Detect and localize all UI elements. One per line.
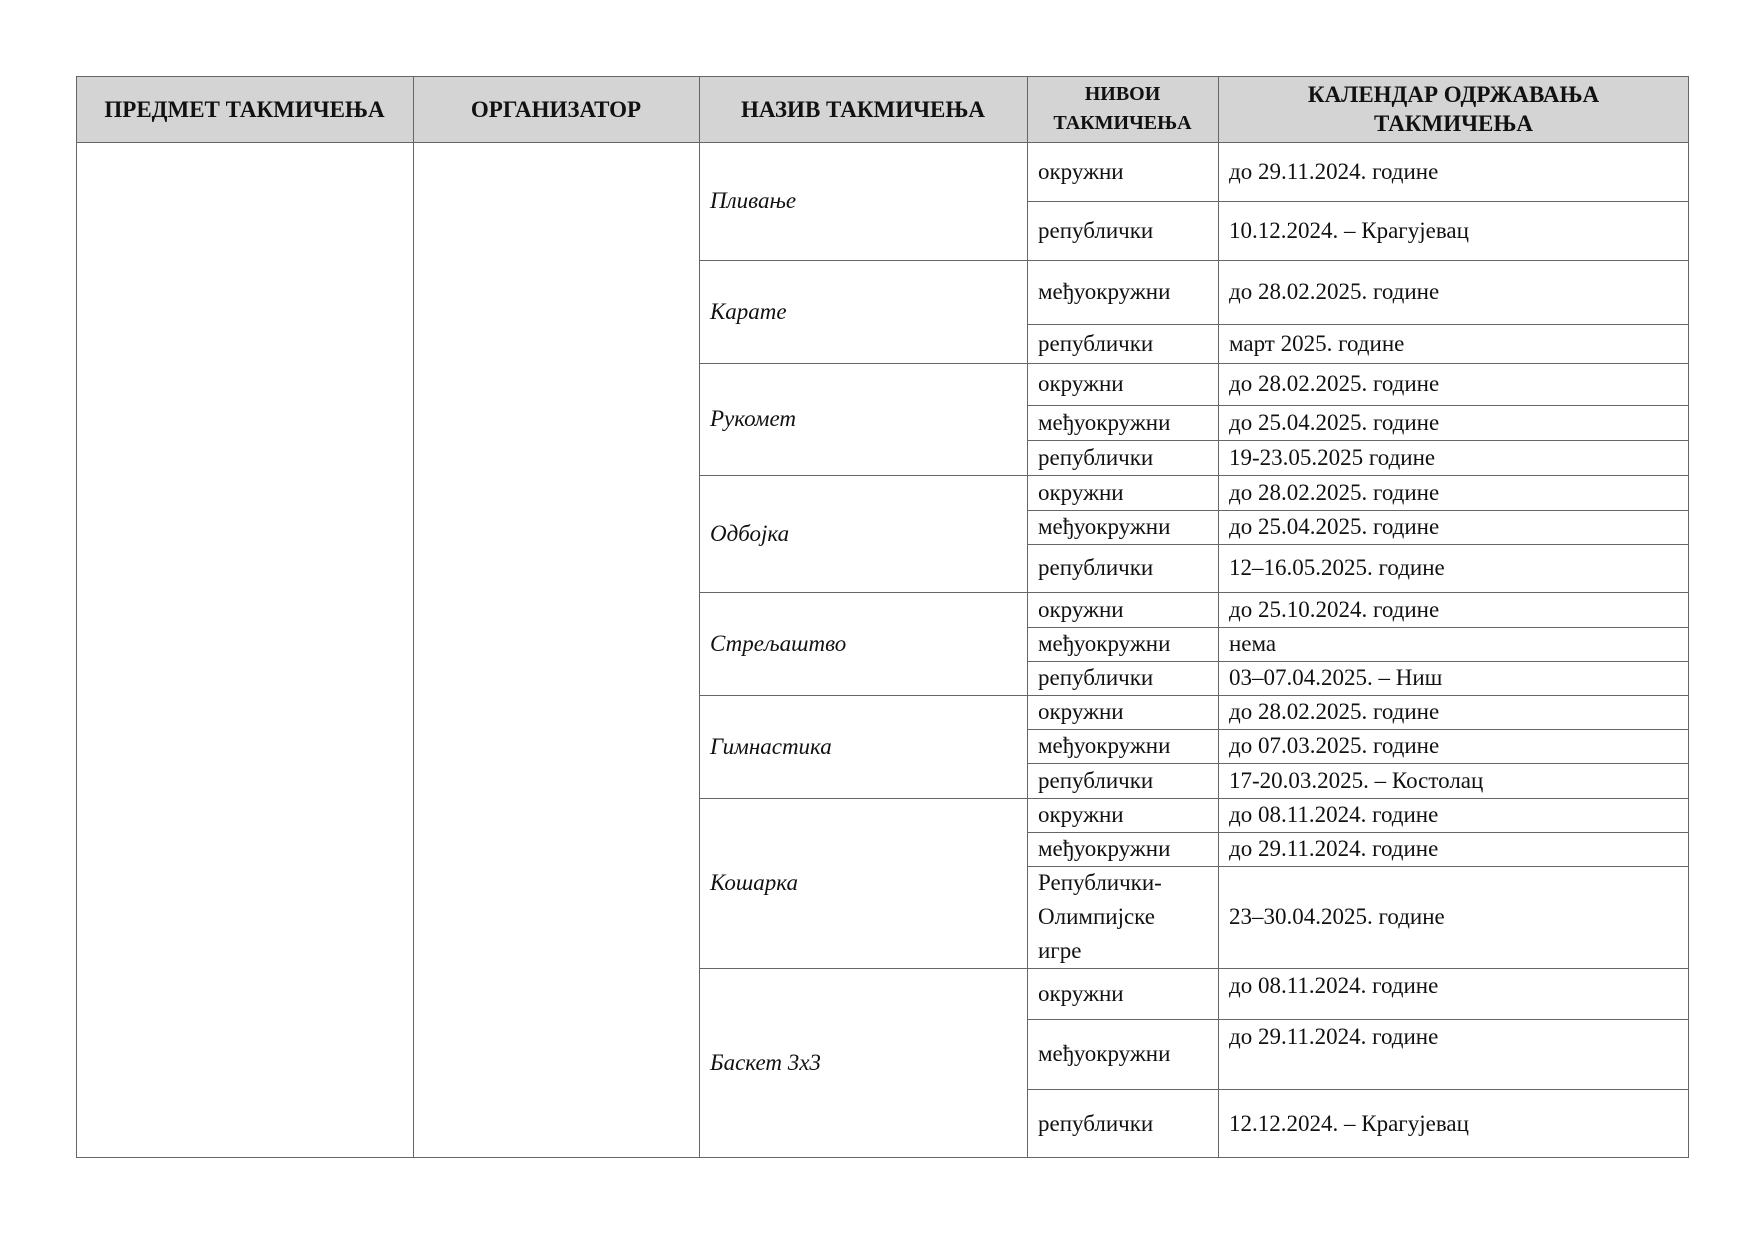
competition-name: Карате (710, 298, 787, 324)
column-divider (699, 76, 700, 1158)
row-divider (1027, 405, 1689, 406)
date-cell: март 2025. године (1229, 330, 1405, 356)
date-cell: до 08.11.2024. године (1229, 802, 1439, 827)
competition-name: Гимнастика (710, 733, 832, 759)
level-cell: међуокружни (1038, 514, 1171, 539)
column-divider (1218, 76, 1219, 1158)
row-divider (1027, 661, 1689, 662)
row-divider (1027, 201, 1689, 202)
level-cell: међуокружни (1038, 409, 1171, 435)
column-divider (76, 76, 77, 1158)
level-cell: окружни (1038, 699, 1124, 724)
group-divider (699, 695, 1689, 696)
level-cell: републички (1038, 555, 1154, 580)
date-cell: до 07.03.2025. године (1229, 733, 1440, 758)
row-divider (1027, 1019, 1689, 1020)
column-divider (1027, 76, 1028, 1158)
date-cell: 19-23.05.2025 године (1229, 444, 1436, 470)
header-subject: ПРЕДМЕТ ТАКМИЧЕЊА (76, 76, 413, 142)
competition-name: Одбојка (710, 520, 790, 546)
border-bottom (76, 1157, 1689, 1158)
row-divider (1027, 544, 1689, 545)
group-divider (699, 363, 1689, 364)
header-competition-name: НАЗИВ ТАКМИЧЕЊА (699, 76, 1027, 142)
level-cell: Републички-Олимпијске игре (1038, 870, 1162, 963)
level-cell: међуокружни (1038, 733, 1171, 758)
row-divider (1027, 627, 1689, 628)
level-cell: републички (1038, 767, 1154, 793)
level-cell: међуокружни (1038, 836, 1171, 861)
date-cell: нема (1229, 631, 1277, 656)
level-cell: окружни (1038, 980, 1124, 1006)
date-cell: до 08.11.2024. године (1229, 973, 1439, 998)
header-levels: НИВОИ ТАКМИЧЕЊА (1027, 76, 1218, 142)
header-divider (76, 142, 1689, 143)
level-cell: републички (1038, 217, 1154, 243)
level-cell: републички (1038, 330, 1154, 356)
competition-name: Стрељаштво (710, 630, 847, 656)
date-cell: до 28.02.2025. године (1229, 371, 1440, 396)
group-divider (699, 798, 1689, 799)
level-cell: републички (1038, 444, 1154, 470)
date-cell: до 28.02.2025. године (1229, 699, 1440, 724)
level-cell: републички (1038, 665, 1154, 690)
organizer-cell (413, 142, 699, 1158)
date-cell: 23–30.04.2025. године (1229, 904, 1445, 929)
level-cell: окружни (1038, 596, 1124, 622)
column-divider (413, 76, 414, 1158)
row-divider (1027, 510, 1689, 511)
row-divider (1027, 729, 1689, 730)
level-cell: међуокружни (1038, 631, 1171, 656)
level-cell: окружни (1038, 479, 1124, 505)
level-cell: окружни (1038, 802, 1124, 827)
group-divider (699, 475, 1689, 476)
date-cell: до 25.10.2024. године (1229, 596, 1440, 622)
date-cell: 12–16.05.2025. године (1229, 555, 1445, 580)
date-cell: 12.12.2024. – Крагујевац (1229, 1110, 1469, 1136)
row-divider (1027, 324, 1689, 325)
date-cell: до 28.02.2025. године (1229, 279, 1440, 304)
date-cell: до 29.11.2024. године (1229, 836, 1439, 861)
competition-name: Рукомет (710, 406, 796, 431)
group-divider (699, 260, 1689, 261)
row-divider (1027, 866, 1689, 867)
competition-name: Кошарка (710, 870, 798, 895)
competition-name: Пливање (710, 188, 797, 213)
date-cell: до 28.02.2025. године (1229, 479, 1440, 505)
competition-name: Баскет 3x3 (710, 1050, 821, 1075)
date-cell: 17-20.03.2025. – Костолац (1229, 767, 1484, 793)
column-divider (1688, 76, 1689, 1158)
date-cell: 10.12.2024. – Крагујевац (1229, 217, 1469, 243)
date-cell: 03–07.04.2025. – Ниш (1229, 665, 1443, 690)
level-cell: републички (1038, 1110, 1154, 1136)
subject-cell (76, 142, 413, 1158)
date-cell: до 25.04.2025. године (1229, 409, 1440, 435)
level-cell: окружни (1038, 371, 1124, 396)
date-cell: до 25.04.2025. године (1229, 514, 1440, 539)
row-divider (1027, 1089, 1689, 1090)
competition-table (76, 76, 1689, 1158)
border-top (76, 76, 1689, 77)
header-calendar: КАЛЕНДАР ОДРЖАВАЊА ТАКМИЧЕЊА (1218, 76, 1689, 142)
date-cell: до 29.11.2024. године (1229, 1024, 1439, 1049)
date-cell: до 29.11.2024. године (1229, 158, 1439, 184)
row-divider (1027, 440, 1689, 441)
group-divider (699, 592, 1689, 593)
level-cell: окружни (1038, 158, 1124, 184)
level-cell: међуокружни (1038, 279, 1171, 304)
header-organizer: ОРГАНИЗАТОР (413, 76, 699, 142)
row-divider (1027, 832, 1689, 833)
row-divider (1027, 763, 1689, 764)
level-cell: међуокружни (1038, 1041, 1171, 1066)
group-divider (699, 968, 1689, 969)
